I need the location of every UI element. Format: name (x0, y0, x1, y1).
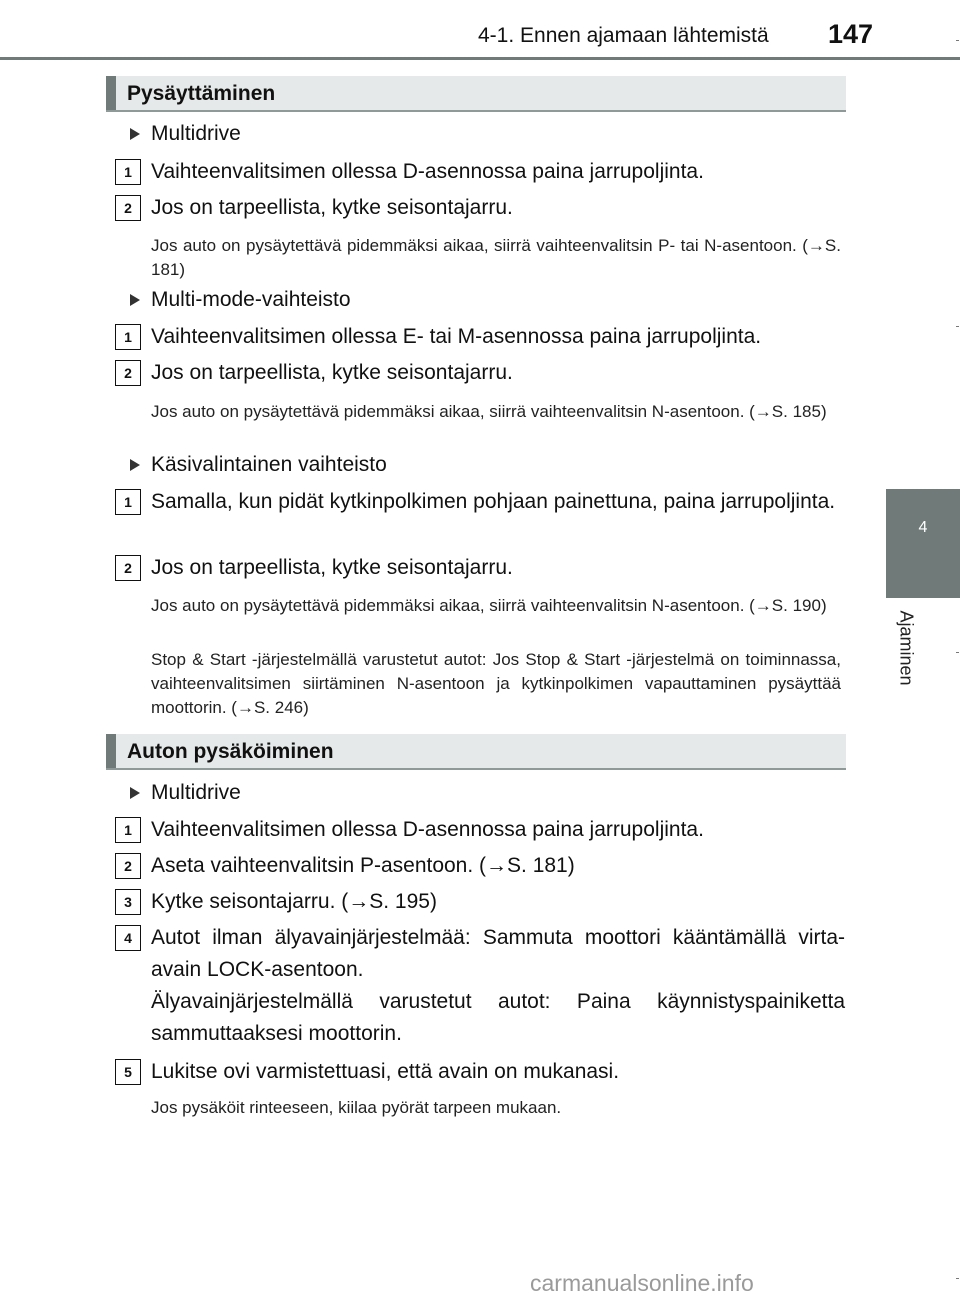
step-text: Vaihteenvalitsimen ollessa E- tai M-asennossa paina jarrupoljinta. (151, 325, 762, 348)
step-number: 1 (115, 324, 141, 350)
subheading-text: Multidrive (151, 122, 241, 145)
chapter-title: 4-1. Ennen ajamaan lähtemistä (478, 24, 769, 47)
step-number: 1 (115, 489, 141, 515)
step-number: 1 (115, 159, 141, 185)
header-rule (0, 57, 960, 60)
triangle-bullet-icon (130, 787, 140, 799)
note-text: Jos auto on pysäytettävä pidemmäksi aikaa, siirrä vaihteenvalitsin N-asentoon. (→S. 185) (151, 402, 827, 421)
section-title: Pysäyttäminen (127, 82, 276, 105)
edge-tick (956, 326, 959, 327)
note-text: Jos auto on pysäytettävä pidemmäksi aikaa, siirrä vaihteenvalitsin N-asentoon. (→S. 190) (151, 596, 827, 615)
step-number: 5 (115, 1059, 141, 1085)
chapter-side-label (892, 610, 917, 686)
step-number: 2 (115, 360, 141, 386)
subheading-text: Multidrive (151, 781, 241, 804)
step-text: Vaihteenvalitsimen ollessa D-asennossa paina jarrupoljinta. (151, 160, 704, 183)
section-accent (106, 76, 116, 110)
edge-tick (956, 652, 959, 653)
note-text: Stop & Start -järjestelmällä varustetut autot: Jos Stop & Start -järjestelmä on toiminnassa, vaihteenvalitsimen siirtäminen N-asentoon ja kytkinpolkimen vapauttaminen pysäyttää moottorin. (→S. 246) (151, 650, 841, 717)
note-text: Jos pysäköit rinteeseen, kiilaa pyörät tarpeen mukaan. (151, 1098, 562, 1117)
subheading-text: Käsivalintainen vaihteisto (151, 453, 387, 476)
note-text: Jos auto on pysäytettävä pidemmäksi aikaa, siirrä vaihteenvalitsin P- tai N-asentoon. (→S. 181) (151, 236, 841, 279)
chapter-tab-number: 4 (918, 519, 928, 536)
step-text: Vaihteenvalitsimen ollessa D-asennossa paina jarrupoljinta. (151, 818, 704, 841)
step-text: Jos on tarpeellista, kytke seisontajarru. (151, 556, 513, 579)
step-text: Autot ilman älyavainjärjestelmää: Sammuta moottori kääntämällä virta-avain LOCK-asentoon. (151, 926, 845, 981)
step-text: Jos on tarpeellista, kytke seisontajarru. (151, 196, 513, 219)
step-number: 3 (115, 889, 141, 915)
step-text: Aseta vaihteenvalitsin P-asentoon. (→S. 181) (151, 854, 575, 877)
triangle-bullet-icon (130, 459, 140, 471)
watermark-text: carmanualsonline.info (530, 1270, 754, 1296)
edge-tick (956, 1278, 959, 1279)
chapter-tab (886, 489, 960, 598)
step-number: 4 (115, 925, 141, 951)
step-number: 1 (115, 817, 141, 843)
step-number: 2 (115, 555, 141, 581)
step-text: Lukitse ovi varmistettuasi, että avain on mukanasi. (151, 1060, 620, 1083)
step-text: Samalla, kun pidät kytkinpolkimen pohjaan painettuna, paina jarrupoljinta. (151, 490, 836, 513)
page-header (0, 0, 960, 60)
section-title: Auton pysäköiminen (127, 740, 334, 763)
triangle-bullet-icon (130, 294, 140, 306)
step-text: Kytke seisontajarru. (→S. 195) (151, 890, 437, 913)
section-heading-stopping (106, 76, 846, 112)
edge-tick (956, 40, 959, 41)
triangle-bullet-icon (130, 128, 140, 140)
step-number: 2 (115, 195, 141, 221)
step-continuation: Älyavainjärjestelmällä varustetut autot: Paina käynnistyspainiketta sammuttaaksesi moottorin. (151, 990, 845, 1045)
section-accent (106, 734, 116, 768)
step-text: Jos on tarpeellista, kytke seisontajarru. (151, 361, 513, 384)
chapter-side-label-text: Ajaminen (896, 610, 917, 686)
step-number: 2 (115, 853, 141, 879)
page-number: 147 (828, 19, 874, 49)
subheading-text: Multi-mode-vaihteisto (151, 288, 351, 311)
section-heading-parking (106, 734, 846, 770)
